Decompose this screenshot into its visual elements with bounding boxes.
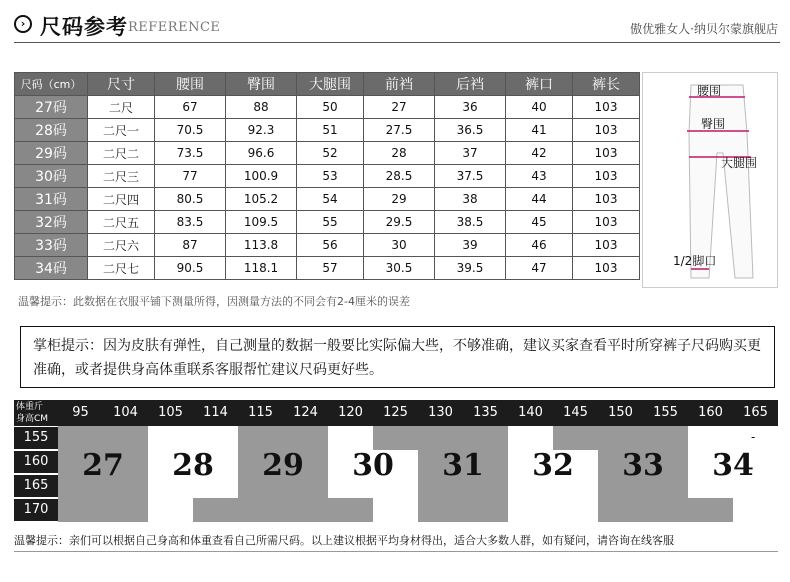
table-cell: 二尺六 — [88, 234, 155, 257]
table-cell: 30 — [364, 234, 435, 257]
table-cell: 113.8 — [226, 234, 297, 257]
na-marker: - — [751, 430, 756, 444]
header-divider — [14, 42, 780, 43]
height-header: 170 — [14, 499, 58, 521]
table-cell: 103 — [573, 165, 640, 188]
page-subtitle: REFERENCE — [128, 20, 221, 35]
table-row — [15, 257, 640, 280]
weight-header: 165 — [743, 405, 768, 420]
table-cell: 29.5 — [364, 211, 435, 234]
weight-header: 104 — [113, 405, 138, 420]
table-cell: 36.5 — [435, 119, 506, 142]
table-cell: 44 — [506, 188, 573, 211]
table-cell: 103 — [573, 211, 640, 234]
table-cell: 28.5 — [364, 165, 435, 188]
table-cell: 二尺四 — [88, 188, 155, 211]
table-cell: 77 — [155, 165, 226, 188]
recommended-size: 33 — [622, 448, 664, 483]
table-row — [15, 96, 640, 119]
size-label: 28码 — [15, 119, 88, 142]
recommended-size: 30 — [352, 448, 394, 483]
label-waist: 腰围 — [697, 84, 722, 98]
table-cell: 56 — [297, 234, 364, 257]
table-row — [15, 211, 640, 234]
weight-header: 125 — [383, 405, 408, 420]
table-cell: 38 — [435, 188, 506, 211]
column-header: 臀围 — [226, 73, 297, 96]
table-cell: 二尺一 — [88, 119, 155, 142]
label-thigh: 大腿围 — [721, 156, 758, 170]
table-cell: 57 — [297, 257, 364, 280]
table-cell: 92.3 — [226, 119, 297, 142]
table-cell: 42 — [506, 142, 573, 165]
weight-header: 140 — [518, 405, 543, 420]
table-cell: 103 — [573, 257, 640, 280]
weight-header: 160 — [698, 405, 723, 420]
table-cell: 103 — [573, 188, 640, 211]
size-range-block — [238, 426, 283, 450]
weight-header: 114 — [203, 405, 228, 420]
table-cell: 50 — [297, 96, 364, 119]
label-hip: 臀围 — [701, 117, 726, 131]
recommended-size: 28 — [172, 448, 214, 483]
table-cell: 103 — [573, 119, 640, 142]
size-label: 27码 — [15, 96, 88, 119]
table-cell: 100.9 — [226, 165, 297, 188]
column-header: 前裆 — [364, 73, 435, 96]
trousers-diagram — [642, 72, 778, 288]
size-range-block — [418, 498, 508, 522]
weight-header: 130 — [428, 405, 453, 420]
table-cell: 37.5 — [435, 165, 506, 188]
table-cell: 83.5 — [155, 211, 226, 234]
table-cell: 105.2 — [226, 188, 297, 211]
table-row — [15, 234, 640, 257]
size-range-block — [373, 426, 508, 450]
recommended-size: 32 — [532, 448, 574, 483]
chevron-right-icon: › — [14, 15, 32, 33]
table-cell: 51 — [297, 119, 364, 142]
table-cell: 28 — [364, 142, 435, 165]
shop-name: 傲优雅女人·纳贝尔蒙旗舰店 — [630, 22, 778, 36]
table-cell: 29 — [364, 188, 435, 211]
recommended-size: 31 — [442, 448, 484, 483]
size-range-block — [598, 498, 733, 522]
table-row — [15, 119, 640, 142]
size-table-header — [15, 73, 640, 96]
weight-header: 135 — [473, 405, 498, 420]
table-cell: 38.5 — [435, 211, 506, 234]
table-row — [15, 165, 640, 188]
column-header: 裤长 — [573, 73, 640, 96]
column-header: 尺码（cm） — [15, 73, 88, 96]
size-range-block — [193, 498, 373, 522]
weight-header: 150 — [608, 405, 633, 420]
table-cell: 109.5 — [226, 211, 297, 234]
table-cell: 43 — [506, 165, 573, 188]
table-cell: 70.5 — [155, 119, 226, 142]
table-cell: 47 — [506, 257, 573, 280]
size-label: 34码 — [15, 257, 88, 280]
table-cell: 二尺二 — [88, 142, 155, 165]
table-cell: 103 — [573, 142, 640, 165]
table-cell: 90.5 — [155, 257, 226, 280]
size-label: 30码 — [15, 165, 88, 188]
table-cell: 40 — [506, 96, 573, 119]
weight-header: 115 — [248, 405, 273, 420]
bottom-divider — [14, 551, 778, 552]
table-cell: 41 — [506, 119, 573, 142]
table-cell: 46 — [506, 234, 573, 257]
size-label: 29码 — [15, 142, 88, 165]
table-cell: 二尺三 — [88, 165, 155, 188]
column-header: 后裆 — [435, 73, 506, 96]
size-label: 31码 — [15, 188, 88, 211]
height-header: 160 — [14, 451, 58, 473]
table-cell: 27.5 — [364, 119, 435, 142]
weight-header: 95 — [72, 405, 89, 420]
height-header: 155 — [14, 427, 58, 449]
size-table — [14, 72, 640, 280]
table-cell: 36 — [435, 96, 506, 119]
table-cell: 96.6 — [226, 142, 297, 165]
size-range-block — [553, 426, 643, 450]
table-row — [15, 142, 640, 165]
table-cell: 30.5 — [364, 257, 435, 280]
weight-header: 155 — [653, 405, 678, 420]
bottom-note: 温馨提示：亲们可以根据自己身高和体重查看自己所需尺码。以上建议根据平均身材得出，适合大多数人群，如有疑问，请咨询在线客服 — [14, 534, 674, 547]
table-cell: 39.5 — [435, 257, 506, 280]
label-hem: 1/2脚口 — [673, 254, 717, 268]
table-cell: 37 — [435, 142, 506, 165]
column-header: 裤口 — [506, 73, 573, 96]
table-cell: 二尺 — [88, 96, 155, 119]
trousers-illustration — [643, 73, 777, 287]
table-cell: 53 — [297, 165, 364, 188]
table-cell: 45 — [506, 211, 573, 234]
table-cell: 54 — [297, 188, 364, 211]
table-cell: 27 — [364, 96, 435, 119]
table-cell: 二尺七 — [88, 257, 155, 280]
weight-header: 124 — [293, 405, 318, 420]
weight-header: 120 — [338, 405, 363, 420]
table-cell: 52 — [297, 142, 364, 165]
table-cell: 118.1 — [226, 257, 297, 280]
weight-header-row — [14, 400, 778, 426]
height-header: 165 — [14, 475, 58, 497]
table-cell: 88 — [226, 96, 297, 119]
recommended-size: 29 — [262, 448, 304, 483]
page-title: 尺码参考 — [40, 15, 128, 39]
shopkeeper-tip: 掌柜提示：因为皮肤有弹性，自己测量的数据一般要比实际偏大些，不够准确，建议买家查看平时所穿裤子尺码购买更准确，或者提供身高体重联系客服帮忙建议尺码更好些。 — [20, 326, 775, 388]
weight-header: 105 — [158, 405, 183, 420]
table-cell: 103 — [573, 96, 640, 119]
recommended-size: 27 — [82, 448, 124, 483]
corner-weight-label: 体重斤 — [16, 402, 44, 412]
table-cell: 二尺五 — [88, 211, 155, 234]
table-cell: 87 — [155, 234, 226, 257]
size-table-note: 温馨提示：此数据在衣服平铺下测量所得，因测量方法的不同会有2-4厘米的误差 — [18, 295, 410, 308]
column-header: 腰围 — [155, 73, 226, 96]
table-cell: 39 — [435, 234, 506, 257]
size-label: 33码 — [15, 234, 88, 257]
grid-corner — [14, 400, 58, 426]
column-header: 尺寸 — [88, 73, 155, 96]
table-cell: 103 — [573, 234, 640, 257]
size-label: 32码 — [15, 211, 88, 234]
column-header: 大腿围 — [297, 73, 364, 96]
recommended-size: 34 — [712, 448, 754, 483]
table-cell: 73.5 — [155, 142, 226, 165]
table-cell: 67 — [155, 96, 226, 119]
weight-header: 145 — [563, 405, 588, 420]
table-cell: 55 — [297, 211, 364, 234]
corner-height-label: 身高CM — [16, 414, 49, 424]
table-row — [15, 188, 640, 211]
table-cell: 80.5 — [155, 188, 226, 211]
